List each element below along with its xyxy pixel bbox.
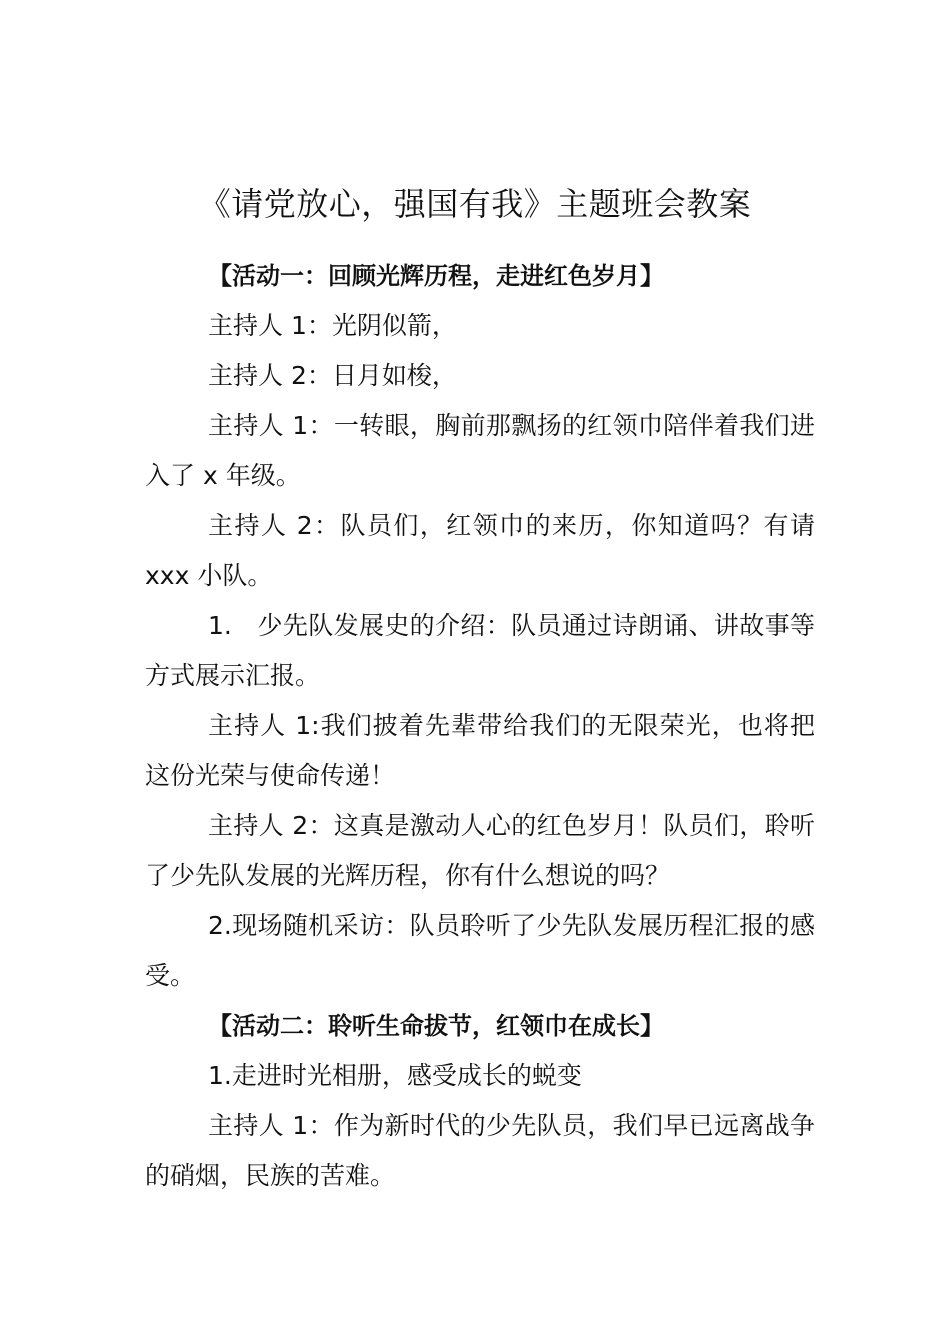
paragraph: 主持人 2：这真是激动人心的红色岁月！队员们，聆听了少先队发展的光辉历程，你有什么想说的吗？ bbox=[145, 811, 815, 890]
paragraph: 1.走进时光相册，感受成长的蜕变 bbox=[208, 1061, 582, 1090]
paragraph: 主持人 1:我们披着先辈带给我们的无限荣光，也将把这份光荣与使命传递！ bbox=[145, 711, 815, 790]
document-title: 《请党放心，强国有我》主题班会教案 bbox=[198, 185, 752, 223]
section-heading-activity-2: 【活动二：聆听生命拔节，红领巾在成长】 bbox=[208, 1012, 664, 1040]
paragraph: 2.现场随机采访：队员聆听了少先队发展历程汇报的感受。 bbox=[145, 911, 815, 990]
paragraph: 主持人 1：光阴似箭， bbox=[208, 311, 457, 340]
paragraph: 主持人 2：队员们，红领巾的来历，你知道吗？有请 xxx 小队。 bbox=[145, 511, 815, 590]
section-heading-activity-1: 【活动一：回顾光辉历程，走进红色岁月】 bbox=[208, 262, 664, 290]
paragraph: 主持人 1：作为新时代的少先队员，我们早已远离战争的硝烟，民族的苦难。 bbox=[145, 1111, 815, 1190]
paragraph: 1. 少先队发展史的介绍：队员通过诗朗诵、讲故事等方式展示汇报。 bbox=[145, 611, 815, 690]
paragraph: 主持人 2：日月如梭， bbox=[208, 361, 457, 390]
document-body bbox=[145, 251, 815, 1201]
paragraph: 主持人 1：一转眼，胸前那飘扬的红领巾陪伴着我们进入了 x 年级。 bbox=[145, 411, 815, 490]
